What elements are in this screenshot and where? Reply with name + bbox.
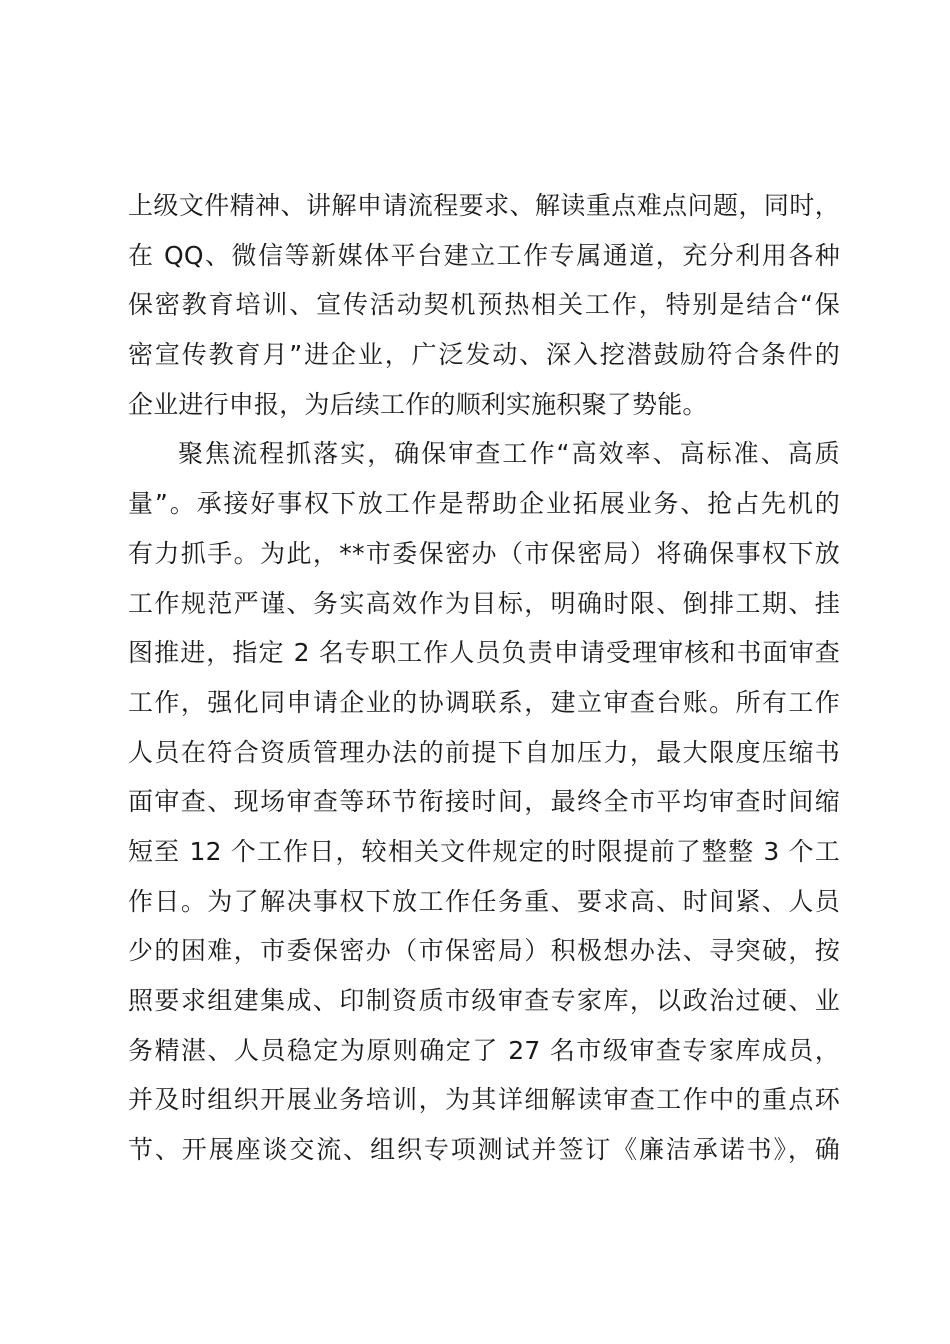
text-line: 企业进行申报，为后续工作的顺利实施积聚了势能。 (128, 389, 708, 419)
text-line: 在 QQ、微信等新媒体平台建立工作专属通道，充分利用各种 (128, 240, 840, 270)
text-line: 上级文件精神、讲解申请流程要求、解读重点难点问题，同时， (128, 191, 840, 220)
text-line: 人员在符合资质管理办法的前提下自加压力，最大限度压缩书 (128, 737, 840, 767)
text-line: 面审查、现场审查等环节衔接时间，最终全市平均审查时间缩 (128, 787, 840, 817)
text-line: 少的困难，市委保密办（市保密局）积极想办法、寻突破，按 (128, 936, 840, 966)
text-line: 图推进，指定 2 名专职工作人员负责申请受理审核和书面审查 (128, 638, 840, 668)
text-line: 务精湛、人员稳定为原则确定了 27 名市级审查专家库成员， (128, 1035, 840, 1065)
text-line: 工作规范严谨、务实高效作为目标，明确时限、倒排工期、挂 (128, 588, 840, 618)
text-line: 量”。承接好事权下放工作是帮助企业拓展业务、抢占先机的 (128, 489, 840, 519)
text-line: 节、开展座谈交流、组织专项测试并签订《廉洁承诺书》，确 (128, 1135, 840, 1165)
text-line: 保密教育培训、宣传活动契机预热相关工作，特别是结合“保 (128, 290, 840, 320)
text-line: 并及时组织开展业务培训，为其详细解读审查工作中的重点环 (128, 1085, 840, 1115)
text-line: 作日。为了解决事权下放工作任务重、要求高、时间紧、人员 (128, 886, 840, 916)
body-text (128, 181, 840, 1175)
text-line: 有力抓手。为此，**市委保密办（市保密局）将确保事权下放 (128, 538, 840, 568)
text-line: 短至 12 个工作日，较相关文件规定的时限提前了整整 3 个工 (128, 836, 840, 866)
text-line: 照要求组建集成、印制资质市级审查专家库，以政治过硬、业 (128, 986, 840, 1015)
text-line: 聚焦流程抓落实，确保审查工作“高效率、高标准、高质 (178, 439, 840, 469)
text-line: 密宣传教育月”进企业，广泛发动、深入挖潜鼓励符合条件的 (128, 340, 840, 370)
text-line: 工作，强化同申请企业的协调联系，建立审查台账。所有工作 (128, 687, 840, 717)
